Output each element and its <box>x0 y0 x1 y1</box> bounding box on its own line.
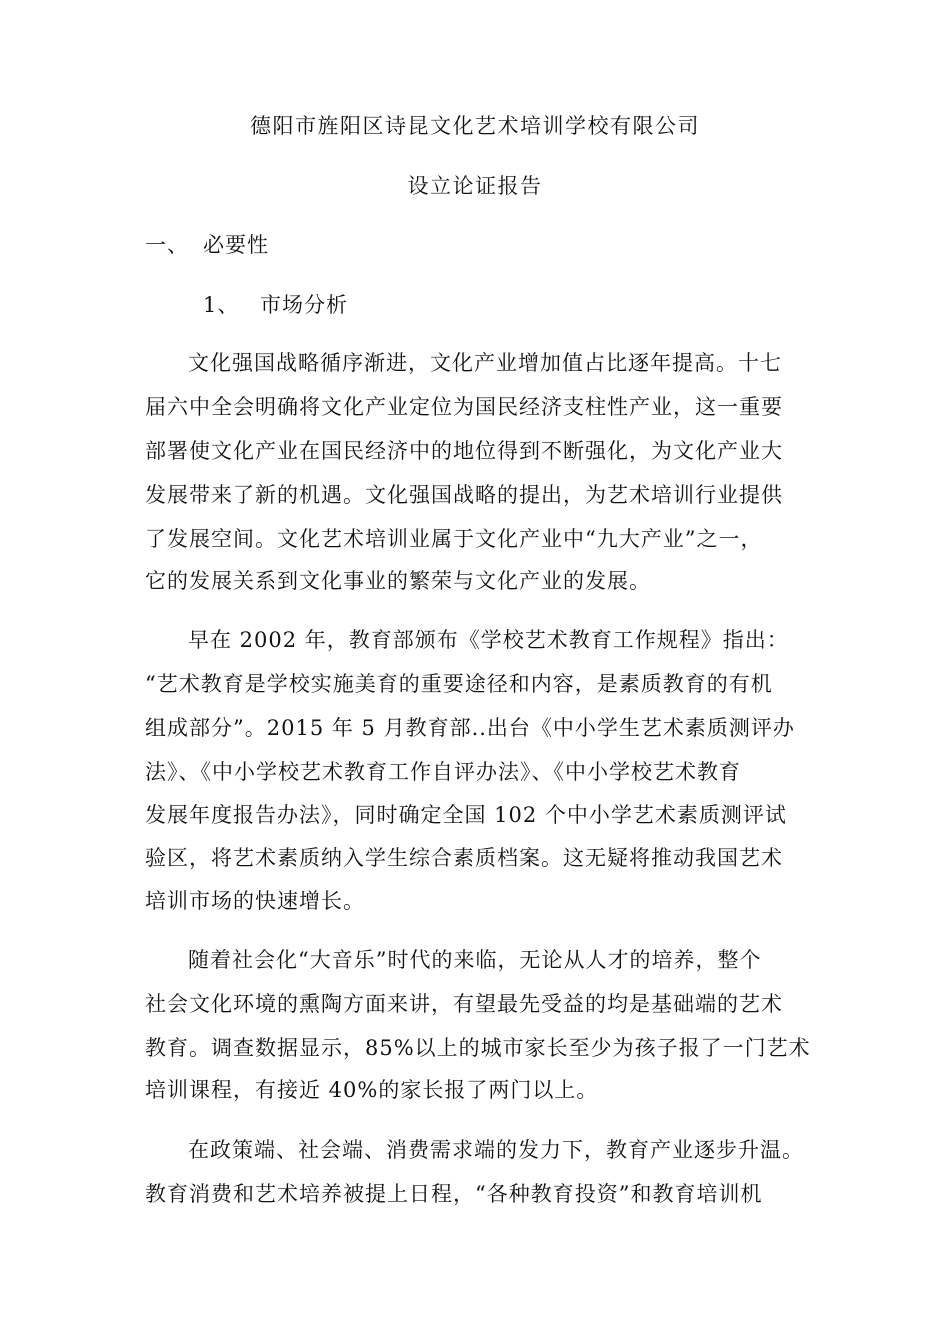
paragraph-line: 届六中全会明确将文化产业定位为国民经济支柱性产业，这一重要 <box>145 395 783 419</box>
paragraph-line: 教育。调查数据显示，85%以上的城市家长至少为孩子报了一门艺术 <box>145 1036 811 1060</box>
paragraph-line: “艺术教育是学校实施美育的重要途径和内容，是素质教育的有机 <box>145 672 773 696</box>
subsection-number: 1、 <box>203 293 240 317</box>
section-title: 必要性 <box>203 233 269 257</box>
document-subtitle: 设立论证报告 <box>407 174 543 198</box>
paragraph-line: 教育消费和艺术培养被提上日程，“各种教育投资”和教育培训机 <box>145 1182 763 1206</box>
paragraph-line: 验区，将艺术素质纳入学生综合素质档案。这无疑将推动我国艺术 <box>145 846 783 870</box>
section-number: 一、 <box>145 233 189 257</box>
paragraph-line: 发展年度报告办法》，同时确定全国 102 个中小学艺术素质测评试 <box>145 803 787 827</box>
paragraph-line: 法》、《中小学校艺术教育工作自评办法》、《中小学校艺术教育 <box>145 760 741 784</box>
paragraph-line: 文化强国战略循序渐进，文化产业增加值占比逐年提高。十七 <box>188 351 782 375</box>
paragraph-line: 了发展空间。文化艺术培训业属于文化产业中“九大产业”之一， <box>145 527 763 551</box>
paragraph-line: 早在 2002 年，教育部颁布《学校艺术教育工作规程》指出： <box>188 628 789 652</box>
paragraph-line: 它的发展关系到文化事业的繁荣与文化产业的发展。 <box>145 569 651 593</box>
subsection-title: 市场分析 <box>260 293 348 317</box>
paragraph-line: 随着社会化“大音乐”时代的来临，无论从人才的培养，整个 <box>188 948 762 972</box>
paragraph-line: 培训市场的快速增长。 <box>145 889 365 913</box>
paragraph-line: 社会文化环境的熏陶方面来讲，有望最先受益的均是基础端的艺术 <box>145 992 783 1016</box>
paragraph-line: 发展带来了新的机遇。文化强国战略的提出，为艺术培训行业提供 <box>145 483 783 507</box>
paragraph-line: 培训课程，有接近 40%的家长报了两门以上。 <box>145 1078 599 1102</box>
paragraph-line: 组成部分”。2015 年 5 月教育部..出台《中小学生艺术素质测评办 <box>145 716 795 740</box>
paragraph-line: 在政策端、社会端、消费需求端的发力下，教育产业逐步升温。 <box>188 1138 804 1162</box>
document-title: 德阳市旌阳区诗昆文化艺术培训学校有限公司 <box>250 114 700 138</box>
paragraph-line: 部署使文化产业在国民经济中的地位得到不断强化，为文化产业大 <box>145 439 783 463</box>
